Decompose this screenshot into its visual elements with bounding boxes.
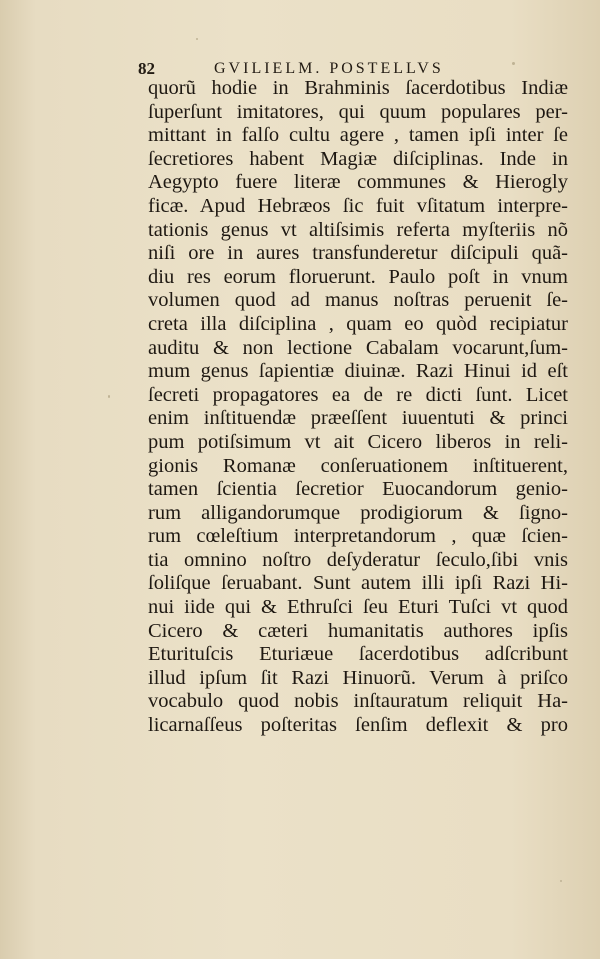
paper-speck	[560, 880, 562, 882]
text-line: quorũ hodie in Brahminis ſacerdotibus Indiæ	[148, 77, 568, 99]
text-line: ſoliſque ſeruabant. Sunt autem illi ipſi Razi Hi-	[148, 572, 568, 595]
text-line: vocabulo quod nobis inſtauratum reliquit Ha-	[148, 690, 568, 713]
text-line: Eturituſcis Eturiæue ſacerdotibus adſcribunt	[148, 643, 568, 666]
text-line: ficæ. Apud Hebræos ſic fuit vſitatum interpre-	[148, 194, 568, 217]
paper-speck	[512, 62, 515, 65]
text-line: nui iide qui & Ethruſci ſeu Eturi Tuſci vt quod	[148, 596, 568, 619]
text-line: mum genus ſapientiæ diuinæ. Razi Hinui id eſt	[148, 360, 568, 383]
text-line: rum cœleſtium interpretandorum , quæ ſcien-	[148, 525, 568, 548]
text-line: enim inſtituendæ præeſſent iuuentuti & princi	[148, 407, 568, 430]
text-line: volumen quod ad manus noſtras peruenit ſe-	[148, 289, 568, 312]
text-line: tationis genus vt altiſsimis referta myſteriis nõ	[148, 218, 568, 241]
paper-speck	[108, 395, 110, 398]
text-line: ſecretiores habent Magiæ diſciplinas. Inde in	[148, 147, 568, 170]
paper-speck	[196, 38, 198, 40]
text-line: ſecreti propagatores ea de re dicti ſunt. Licet	[148, 383, 568, 406]
text-line: tia omnino noſtro deſyderatur ſeculo,ſibi vnis	[148, 548, 568, 571]
text-line: gionis Romanæ conſeruationem inſtituerent,	[148, 454, 568, 477]
text-line: niſi ore in aures transfunderetur diſcipuli quã-	[148, 242, 568, 265]
text-line: licarnaſſeus poſteritas ſenſim deflexit & pro	[148, 714, 568, 737]
text-line: ſuperſunt imitatores, qui quum populares per-	[148, 100, 568, 123]
text-line: mittant in falſo cultu agere , tamen ipſi inter ſe	[148, 124, 568, 147]
text-line: creta illa diſciplina , quam eo quòd recipiatur	[148, 312, 568, 335]
running-title: GVILIELM. POSTELLVS	[214, 60, 444, 77]
text-line: tamen ſcientia ſecretior Euocandorum genio-	[148, 478, 568, 501]
text-line: Aegypto fuere literæ communes & Hierogly	[148, 171, 568, 194]
page-number: 82	[138, 59, 155, 78]
body-text	[148, 77, 568, 738]
text-line: Cicero & cæteri humanitatis authores ipſis	[148, 619, 568, 642]
text-line: diu res eorum floruerunt. Paulo poſt in vnum	[148, 265, 568, 288]
text-line: auditu & non lectione Cabalam vocarunt,ſum-	[148, 336, 568, 359]
text-line: pum potiſsimum vt ait Cicero liberos in reli-	[148, 430, 568, 453]
text-line: rum alligandorumque prodigiorum & ſigno-	[148, 501, 568, 524]
text-line: illud ipſum ſit Razi Hinuorũ. Verum à priſco	[148, 666, 568, 689]
